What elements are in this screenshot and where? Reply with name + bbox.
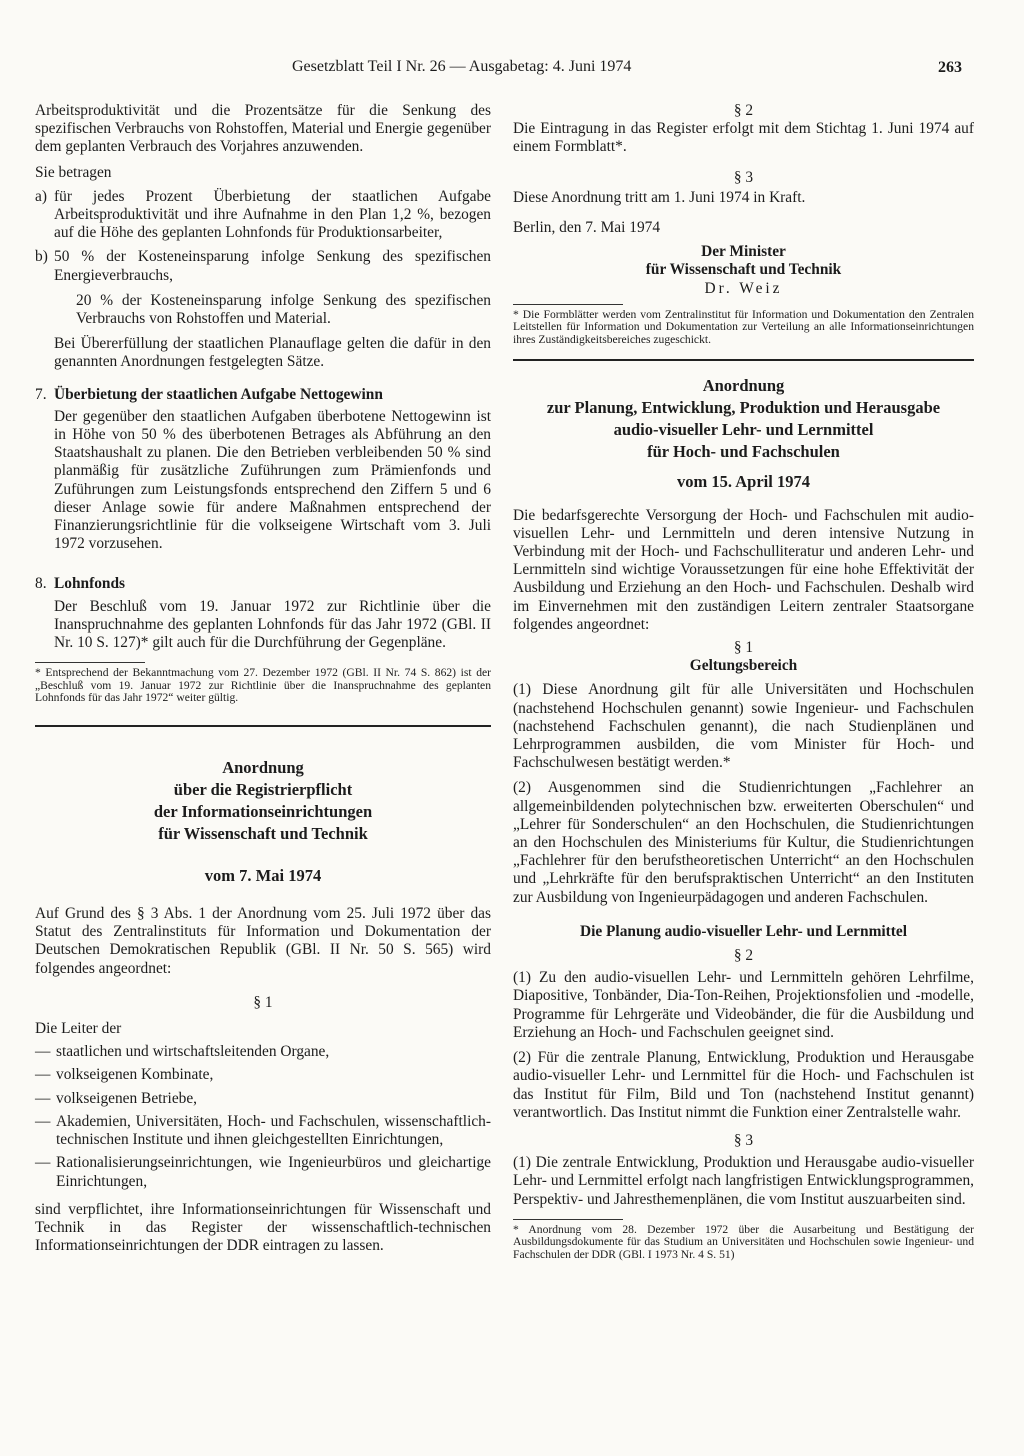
ordinance-title-line: Anordnung bbox=[222, 758, 304, 778]
signatory-name: Dr. Weiz bbox=[704, 279, 783, 297]
footnote: * Anordnung vom 28. Dezember 1972 über die Ausarbeitung und Bestätigung der Ausbildungsdokumente für das Studium an Universitäten und Hochschulen sowie Ingenieur- und Fachschulen der DDR (GBl. I 1973 Nr. 4 S. 51) bbox=[513, 1222, 974, 1261]
section-3-heading: § 3 bbox=[733, 1131, 754, 1149]
section-divider bbox=[35, 725, 491, 727]
paragraph-3-text: Diese Anordnung tritt am 1. Juni 1974 in Kraft. bbox=[513, 188, 806, 206]
dash-marker: — bbox=[35, 1043, 51, 1061]
signature-title: Der Minister bbox=[701, 243, 786, 261]
ordinance-intro: Die bedarfsgerechte Versorgung der Hoch- und Fachschulen mit audio-visuellen Lehr- und Lernmitteln und deren intensive Nutzung in Verbindung mit der Hoch- und Fachschulliteratur und anderen Lehr- und Lernmitteln sind wichtige Voraussetzungen für eine hohe Effektivität der Ausbildung und Erziehung an den Hoch- und Fachschulen. Deshalb wird im Einvernehmen mit den zuständigen Leitern zentraler Staatsorgane folgendes angeordnet: bbox=[513, 506, 974, 633]
signature-title: für Wissenschaft und Technik bbox=[645, 261, 842, 279]
leiter-line: Die Leiter der bbox=[35, 1020, 122, 1038]
page-number: 263 bbox=[938, 59, 962, 76]
section-2-heading: § 2 bbox=[733, 947, 754, 965]
ordinance-date: vom 7. Mai 1974 bbox=[204, 866, 322, 886]
ordinance-title bbox=[513, 375, 974, 463]
ordinance-date: vom 15. April 1974 bbox=[677, 471, 810, 491]
section-number: 7. bbox=[35, 385, 47, 403]
section-8-heading bbox=[35, 575, 491, 593]
section-title: Überbietung der staatlichen Aufgabe Nettogewinn bbox=[54, 385, 383, 403]
list-item-a bbox=[35, 188, 491, 243]
dash-marker: — bbox=[35, 1066, 51, 1084]
section-8-text: Der Beschluß vom 19. Januar 1972 zur Richtlinie über die Inanspruchnahme des geplanten Lohnfonds für das Jahr 1972 (GBl. II Nr. 10 S. 127)* gilt auch für die Durchführung der Gegenpläne. bbox=[54, 597, 491, 652]
ordinance-title-line: für Wissenschaft und Technik bbox=[158, 824, 368, 844]
section-3-para-1: (1) Die zentrale Entwicklung, Produktion und Herausgabe audio-visueller Lehr- und Lernmittel erfolgt nach langfristigen Entwicklungsprogrammen, Perspektiv- und Jahresthemenplänen, die vom Institut auszuarbeiten sind. bbox=[513, 1154, 974, 1208]
section-1-heading: § 1 bbox=[733, 639, 754, 657]
sie-betragen: Sie betragen bbox=[35, 163, 112, 181]
list-item bbox=[35, 1090, 491, 1108]
ordinance-title bbox=[35, 757, 491, 845]
list-item-text: volkseigenen Kombinate, bbox=[56, 1066, 214, 1084]
ordinance-title-line: Anordnung bbox=[702, 375, 785, 395]
section-1-title: Geltungsbereich bbox=[689, 657, 798, 675]
paragraph-3-heading: § 3 bbox=[733, 168, 754, 186]
intro-paragraph: Arbeitsproduktivität und die Prozentsätze für die Senkung des spezifischen Verbrauchs von Rohstoffen, Material und Energie gegenüber dem geplanten Verbrauch des Vorjahres anzuwenden. bbox=[35, 102, 491, 156]
running-header: Gesetzblatt Teil I Nr. 26 — Ausgabetag: 4. Juni 1974 bbox=[292, 58, 632, 75]
footnote: * Entsprechend der Bekanntmachung vom 27. Dezember 1972 (GBl. II Nr. 74 S. 862) ist der „Beschluß vom 19. Januar 1972 zur Richtlinie über die Inanspruchnahme des geplanten Lohnfonds für das Jahr 1972“ weiter gültig. bbox=[35, 666, 491, 705]
item-text: 50 % der Kosteneinsparung infolge Senkung des spezifischen Energieverbrauchs, bbox=[54, 248, 491, 284]
footnote-rule bbox=[513, 1219, 623, 1220]
footnote: * Die Formblätter werden vom Zentralinstitut für Information und Dokumentation den Zentralen Leitstellen für Information und Dokumentation zur Verteilung an alle Informationseinrichtungen ihres Zuständigkeitsbereiches zugeschickt. bbox=[513, 307, 974, 347]
list-item bbox=[35, 1113, 491, 1149]
footnote-rule bbox=[513, 304, 623, 305]
list-item-text: volkseigenen Betriebe, bbox=[56, 1089, 198, 1107]
ordinance-title-line: für Hoch- und Fachschulen bbox=[647, 441, 840, 461]
list-item bbox=[35, 1154, 491, 1190]
ordinance-title-line: audio-visueller Lehr- und Lernmittel bbox=[613, 419, 874, 439]
paragraph-2-heading: § 2 bbox=[733, 102, 754, 119]
section-2-para-2: (2) Für die zentrale Planung, Entwicklung, Produktion und Herausgabe audio-visueller Lehr- und Lernmittel für die Hoch- und Fachschulen ist das Institut für Film, Bild und Ton (nachstehend Institut genannt) verantwortlich. Das Institut nimmt die Funktion einer Zentralstelle wahr. bbox=[513, 1049, 974, 1121]
dash-marker: — bbox=[35, 1112, 51, 1130]
section-1-para-1: (1) Diese Anordnung gilt für alle Universitäten und Hochschulen (nachstehend Hochschulen genannt) sowie Ingenieur- und Fachschulen (nachstehend Fachschulen genannt), die nach Studienplänen und Lehrprogrammen ausbilden, die vom Minister für Hoch- und Fachschulwesen bestätigt werden.* bbox=[513, 681, 974, 772]
list-item bbox=[35, 1043, 491, 1061]
item-label: b) bbox=[35, 248, 48, 266]
item-text: für jedes Prozent Überbietung der staatlichen Aufgabe Arbeitsproduktivität und ihre Aufnahme in den Plan 1,2 %, bezogen auf die Höhe des geplanten Lohnfonds für Produktionsarbeiter, bbox=[54, 187, 491, 242]
dash-marker: — bbox=[35, 1089, 51, 1107]
section-number: 8. bbox=[35, 575, 47, 593]
paragraph-2-text: Die Eintragung in das Register erfolgt mit dem Stichtag 1. Juni 1974 auf einem Formblatt*. bbox=[513, 120, 974, 156]
section-divider bbox=[513, 359, 974, 361]
planning-heading: Die Planung audio-visueller Lehr- und Lernmittel bbox=[579, 922, 908, 940]
section-7-heading bbox=[35, 386, 491, 404]
right-column bbox=[513, 102, 974, 1262]
list-item-text: staatlichen und wirtschaftsleitenden Organe, bbox=[56, 1043, 330, 1061]
preamble: Auf Grund des § 3 Abs. 1 der Anordnung vom 25. Juli 1972 über das Statut des Zentralinstituts für Information und Dokumentation der Deutschen Demokratischen Republik (GBl. II Nr. 50 S. 565) wird folgendes angeordnet: bbox=[35, 905, 491, 977]
section-7-text: Der gegenüber den staatlichen Aufgaben überbotene Nettogewinn ist in Höhe von 50 % des überbotenen Betrages als Abführung an den Staatshaushalt zu planen. Die den Betrieben verbleibenden 50 % sind planmäßig für zusätzliche Zuführungen zum Prämienfonds und Zuführungen zum Leistungsfonds entsprechend den Ziffern 5 und 6 dieser Anlage sowie für andere Maßnahmen entsprechend der Finanzierungsrichtlinie für die volkseigene Wirtschaft vom 3. Juli 1972 vorzusehen. bbox=[54, 407, 491, 553]
closing-paragraph: sind verpflichtet, ihre Informationseinrichtungen für Wissenschaft und Technik in das Register der wissenschaftlich-technischen Informationseinrichtungen der DDR eintragen zu lassen. bbox=[35, 1200, 491, 1255]
list-item-b-continued: 20 % der Kosteneinsparung infolge Senkung des spezifischen Verbrauchs von Rohstoffen und Material. bbox=[76, 291, 491, 328]
dash-marker: — bbox=[35, 1154, 51, 1172]
list-item-text: Rationalisierungseinrichtungen, wie Ingenieurbüros und gleichartige Einrichtungen, bbox=[56, 1154, 491, 1190]
place-date: Berlin, den 7. Mai 1974 bbox=[513, 219, 661, 237]
ordinance-title-line: der Informationseinrichtungen bbox=[153, 802, 373, 822]
item-label: a) bbox=[35, 187, 47, 205]
list-item bbox=[35, 1066, 491, 1084]
section-1-para-2: (2) Ausgenommen sind die Studienrichtungen „Fachlehrer an allgemeinbildenden polytechnischen bzw. erweiterten Oberschulen“ und „Lehrer für Sonderschulen“ an den Hochschulen, die Studienrichtungen an den Hochschulen des Ministeriums für Kultur, die Studienrichtungen „Fachlehrer für den berufstheoretischen Unterricht“ an den Hochschulen und „Lehrkräfte für den berufspraktischen Unterricht“ an den Instituten zur Ausbildung von Ingenieurpädagogen und anderen Fachschulen. bbox=[513, 779, 974, 906]
section-2-para-1: (1) Zu den audio-visuellen Lehr- und Lernmitteln gehören Lehrfilme, Diapositive, Tonbänder, Dia-Ton-Reihen, Projektionsfolien und -modelle, Programme für Lehrgeräte und Videobänder, die für die Ausbildung und Erziehung an Hoch- und Fachschulen geeignet sind. bbox=[513, 969, 974, 1041]
list-item-b bbox=[35, 248, 491, 284]
section-title: Lohnfonds bbox=[54, 575, 126, 593]
footnote-rule bbox=[35, 662, 145, 663]
ordinance-title-line: über die Registrierpflicht bbox=[173, 780, 353, 800]
left-column bbox=[35, 102, 491, 1255]
ordinance-title-line: zur Planung, Entwicklung, Produktion und Herausgabe bbox=[546, 397, 941, 417]
paragraph-1-heading: § 1 bbox=[253, 993, 273, 1011]
list-item-text: Akademien, Universitäten, Hoch- und Fachschulen, wissenschaftlich-technischen Institute und ihnen gleichgestellten Einrichtungen, bbox=[56, 1112, 491, 1149]
uebererfuellung-paragraph: Bei Übererfüllung der staatlichen Planauflage gelten die dafür in den genannten Anordnungen festgelegten Sätze. bbox=[54, 335, 491, 371]
